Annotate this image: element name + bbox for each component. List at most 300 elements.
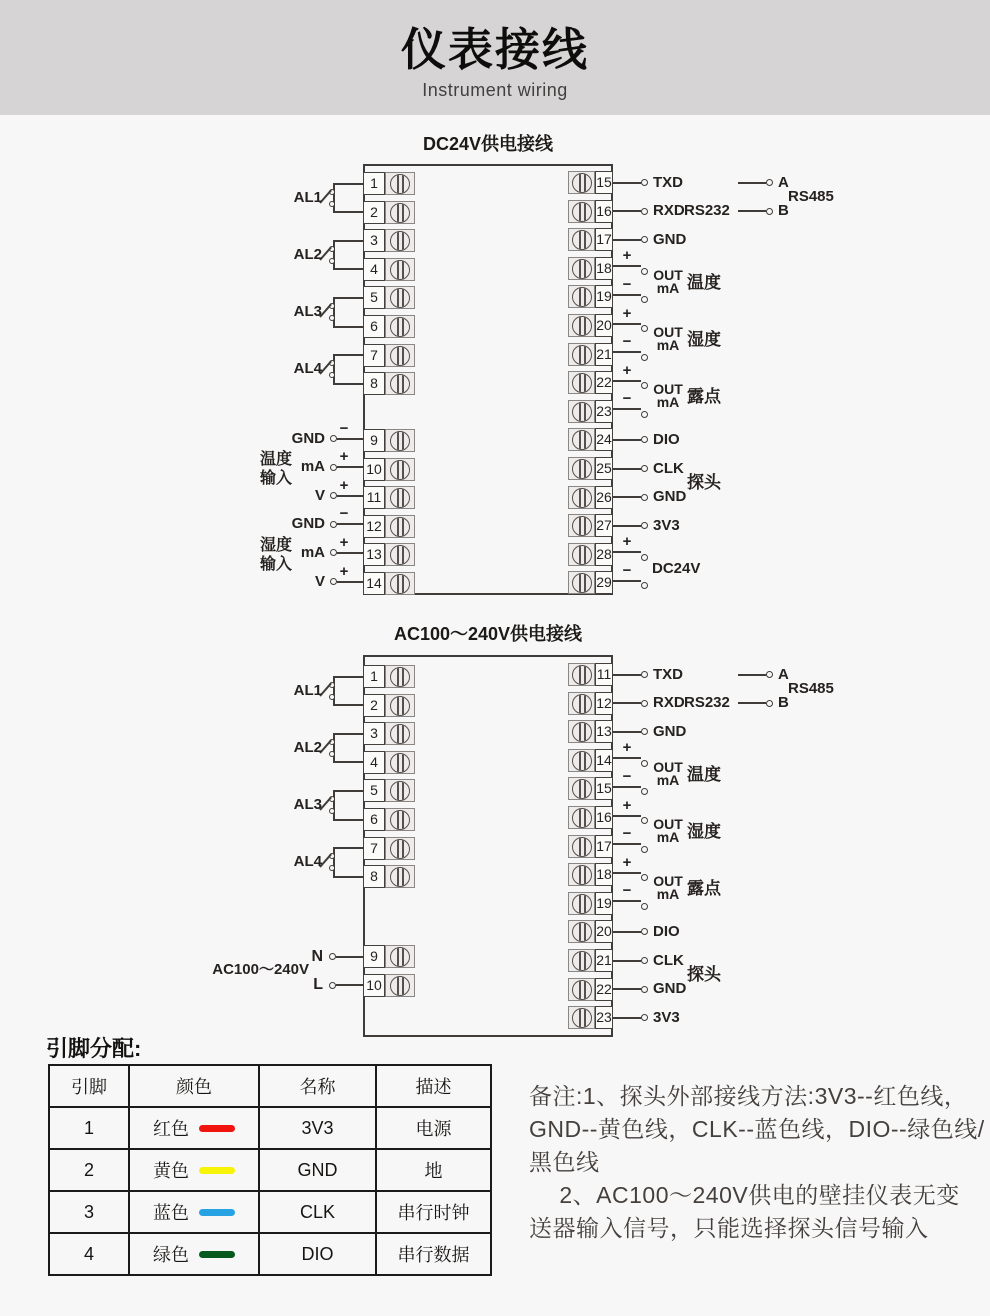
- node-circle: [641, 874, 648, 881]
- polarity-sign: −: [622, 882, 632, 900]
- pin-table-header-row: [49, 1065, 491, 1107]
- power-label: DC24V: [652, 559, 701, 577]
- wire-vertical: [333, 355, 335, 384]
- screw-icon: [390, 810, 410, 830]
- screw-slot: [397, 781, 399, 801]
- terminal-number: 8: [363, 372, 385, 395]
- screw-slot: [579, 459, 581, 479]
- wire: [333, 819, 363, 821]
- color-name: 蓝色: [153, 1203, 189, 1223]
- switch-contact: [329, 201, 335, 207]
- terminal-screw: [385, 945, 415, 968]
- terminal-screw: [385, 974, 415, 997]
- terminal-screw: [568, 371, 595, 394]
- probe-label: 探头: [687, 964, 721, 984]
- terminal-number: 2: [363, 201, 385, 224]
- terminal-screw: [568, 720, 595, 743]
- alarm-label: AL2: [293, 246, 322, 263]
- screw-slot: [397, 976, 399, 996]
- terminal-number: 19: [595, 892, 613, 915]
- pin-label: TXD: [653, 173, 683, 191]
- note-line: 备注:1、探头外部接线方法:3V3--红色线，: [529, 1083, 968, 1109]
- note-line: 黑色线: [529, 1149, 600, 1175]
- wire-vertical: [333, 677, 335, 706]
- terminal-screw: [568, 777, 595, 800]
- screw-slot: [579, 951, 581, 971]
- screw-slot: [579, 922, 581, 942]
- color-cell: [129, 1149, 259, 1191]
- terminal-screw: [568, 171, 595, 194]
- alarm-label: AL1: [293, 188, 322, 206]
- terminal-number: 11: [595, 663, 613, 686]
- screw-slot: [397, 488, 399, 508]
- wire: [336, 956, 363, 958]
- terminal-number: 2: [363, 694, 385, 717]
- wire: [613, 351, 641, 353]
- screw-slot: [584, 980, 586, 1000]
- node-circle: [641, 236, 648, 243]
- screw-icon: [390, 488, 410, 508]
- screw-slot: [579, 345, 581, 365]
- rs485-label: RS485: [788, 187, 834, 205]
- col-header-color: 颜色: [129, 1065, 259, 1107]
- screw-slot: [579, 545, 581, 565]
- diagram-dc24v: [0, 130, 990, 620]
- screw-slot: [584, 779, 586, 799]
- screw-slot: [579, 751, 581, 771]
- screw-slot: [579, 259, 581, 279]
- pin-cell: 1: [49, 1107, 129, 1149]
- screw-icon: [572, 402, 592, 422]
- terminal-screw: [568, 1006, 595, 1029]
- node-circle: [329, 953, 336, 960]
- terminal-number: 19: [595, 285, 613, 308]
- screw-slot: [584, 230, 586, 250]
- output-name-label: 露点: [687, 879, 721, 898]
- page-subtitle: Instrument wiring: [422, 80, 568, 100]
- screw-slot: [397, 431, 399, 451]
- wire: [333, 704, 363, 706]
- terminal-number: 22: [595, 978, 613, 1001]
- screw-slot: [584, 345, 586, 365]
- screw-slot: [579, 287, 581, 307]
- terminal-screw: [568, 571, 595, 594]
- terminal-screw: [385, 722, 415, 745]
- screw-icon: [390, 724, 410, 744]
- out-ma-label: [650, 875, 686, 901]
- wire: [613, 182, 641, 184]
- terminal-screw: [568, 806, 595, 829]
- terminal-number: 26: [595, 486, 613, 509]
- terminal-screw: [568, 863, 595, 886]
- node-circle: [641, 986, 648, 993]
- screw-slot: [584, 894, 586, 914]
- output-name-label: 湿度: [687, 329, 721, 349]
- ac-power-label: AC100～240V: [212, 960, 309, 978]
- screw-slot: [397, 517, 399, 537]
- screw-slot: [584, 202, 586, 222]
- screw-slot: [579, 430, 581, 450]
- out-ma-label: [650, 383, 686, 409]
- node-circle: [641, 903, 648, 910]
- pin-label: RXD: [653, 694, 685, 712]
- terminal-screw: [385, 572, 415, 595]
- screw-slot: [579, 402, 581, 422]
- terminal-number: 23: [595, 1006, 613, 1029]
- screw-icon: [390, 947, 410, 967]
- terminal-number: 24: [595, 428, 613, 451]
- wire: [613, 960, 641, 962]
- wire: [613, 988, 641, 990]
- terminal-screw: [568, 200, 595, 223]
- screw-icon: [572, 573, 592, 593]
- node-circle: [766, 208, 773, 215]
- node-circle: [766, 671, 773, 678]
- pin-table-row: [49, 1149, 491, 1191]
- pin-label: 3V3: [653, 516, 680, 534]
- terminal-number: 3: [363, 229, 385, 252]
- terminal-number: 1: [363, 172, 385, 195]
- pin-label: DIO: [653, 430, 680, 448]
- terminal-number: 28: [595, 543, 613, 566]
- pin-label: GND: [653, 980, 687, 998]
- screw-slot: [397, 753, 399, 773]
- screw-slot: [402, 231, 404, 251]
- screw-icon: [390, 317, 410, 337]
- screw-slot: [397, 545, 399, 565]
- signal-name-cell: 3V3: [259, 1107, 376, 1149]
- screw-slot: [584, 488, 586, 508]
- terminal-screw: [385, 458, 415, 481]
- wire: [613, 731, 641, 733]
- screw-slot: [397, 724, 399, 744]
- wire: [613, 265, 641, 267]
- pin-label: GND: [653, 722, 687, 740]
- terminal-number: 15: [595, 777, 613, 800]
- screw-icon: [390, 781, 410, 801]
- alarm-label: AL3: [293, 796, 322, 814]
- note-line: 2、AC100～240V供电的壁挂仪表无变: [529, 1182, 960, 1208]
- screw-slot: [579, 373, 581, 393]
- screw-icon: [572, 316, 592, 336]
- screw-slot: [579, 779, 581, 799]
- terminal-screw: [568, 428, 595, 451]
- terminal-screw: [385, 258, 415, 281]
- screw-slot: [579, 808, 581, 828]
- alarm-label: AL3: [293, 303, 322, 321]
- pin-label: GND: [653, 488, 687, 506]
- wire: [738, 674, 766, 676]
- switch-contact: [329, 372, 335, 378]
- color-name: 红色: [153, 1119, 189, 1139]
- probe-label: 探头: [687, 472, 721, 492]
- wire: [613, 496, 641, 498]
- polarity-sign: +: [339, 476, 349, 494]
- screw-slot: [397, 839, 399, 859]
- screw-slot: [579, 665, 581, 685]
- terminal-screw: [385, 315, 415, 338]
- wire-vertical: [333, 734, 335, 763]
- wire-vertical: [333, 298, 335, 327]
- pin-label: DIO: [653, 922, 680, 940]
- pin-cell: 2: [49, 1149, 129, 1191]
- terminal-screw: [568, 978, 595, 1001]
- pin-cell: 4: [49, 1233, 129, 1275]
- screw-icon: [572, 779, 592, 799]
- rs485-a-label: A: [778, 665, 789, 683]
- screw-slot: [397, 574, 399, 594]
- terminal-screw: [568, 228, 595, 251]
- terminal-number: 5: [363, 779, 385, 802]
- ma-line: mA: [656, 771, 680, 788]
- terminal-number: 5: [363, 286, 385, 309]
- screw-slot: [584, 316, 586, 336]
- wire: [613, 210, 641, 212]
- desc-cell: 电源: [376, 1107, 491, 1149]
- polarity-sign: −: [339, 419, 349, 437]
- node-circle: [641, 817, 648, 824]
- screw-slot: [584, 573, 586, 593]
- screw-slot: [579, 202, 581, 222]
- screw-slot: [402, 753, 404, 773]
- screw-icon: [390, 696, 410, 716]
- color-cell: [129, 1191, 259, 1233]
- screw-slot: [584, 545, 586, 565]
- terminal-number: 7: [363, 344, 385, 367]
- wire-vertical: [333, 791, 335, 820]
- terminal-number: 6: [363, 808, 385, 831]
- terminal-number: 8: [363, 865, 385, 888]
- wire: [738, 702, 766, 704]
- screw-icon: [572, 751, 592, 771]
- terminal-number: 17: [595, 835, 613, 858]
- screw-slot: [397, 460, 399, 480]
- screw-slot: [584, 751, 586, 771]
- terminal-number: 14: [595, 749, 613, 772]
- screw-slot: [584, 837, 586, 857]
- rs232-label: RS232: [684, 694, 730, 712]
- wire: [333, 326, 363, 328]
- out-ma-label: [650, 266, 686, 296]
- polarity-sign: +: [622, 361, 632, 379]
- screw-icon: [390, 667, 410, 687]
- note-line: GND--黄色线，CLK--蓝色线，DIO--绿色线/: [529, 1116, 985, 1142]
- screw-icon: [572, 808, 592, 828]
- screw-slot: [402, 947, 404, 967]
- polarity-sign: −: [622, 561, 632, 579]
- node-circle: [641, 788, 648, 795]
- wire: [613, 580, 641, 582]
- screw-slot: [579, 488, 581, 508]
- wire: [333, 240, 363, 242]
- input-group-line: 温度: [259, 451, 292, 469]
- terminal-screw: [385, 372, 415, 395]
- screw-slot: [397, 346, 399, 366]
- screw-icon: [390, 260, 410, 280]
- screw-icon: [572, 980, 592, 1000]
- wire: [337, 438, 363, 440]
- terminal-number: 18: [595, 257, 613, 280]
- wire: [613, 674, 641, 676]
- node-circle: [641, 325, 648, 332]
- node-circle: [641, 1014, 648, 1021]
- terminal-number: 17: [595, 228, 613, 251]
- screw-slot: [584, 1008, 586, 1028]
- screw-icon: [572, 665, 592, 685]
- ma-line: mA: [656, 279, 680, 296]
- screw-icon: [572, 722, 592, 742]
- screw-slot: [397, 317, 399, 337]
- terminal-number: 3: [363, 722, 385, 745]
- screw-icon: [572, 259, 592, 279]
- wire: [337, 495, 363, 497]
- terminal-screw: [385, 201, 415, 224]
- screw-icon: [390, 545, 410, 565]
- terminal-screw: [385, 344, 415, 367]
- node-circle: [641, 179, 648, 186]
- color-name: 绿色: [153, 1245, 189, 1265]
- screw-icon: [390, 460, 410, 480]
- terminal-number: 13: [595, 720, 613, 743]
- wire-color-swatch: [199, 1251, 235, 1258]
- wire: [613, 843, 641, 845]
- screw-icon: [390, 867, 410, 887]
- wire-vertical: [333, 184, 335, 213]
- node-circle: [641, 957, 648, 964]
- rs485-label: RS485: [788, 679, 834, 697]
- page-header: [0, 0, 990, 115]
- screw-slot: [579, 894, 581, 914]
- polarity-sign: +: [622, 739, 632, 757]
- input-group-label: [251, 450, 301, 488]
- screw-slot: [402, 460, 404, 480]
- screw-slot: [402, 488, 404, 508]
- screw-slot: [579, 573, 581, 593]
- signal-name-label: mA: [300, 458, 325, 476]
- wire: [613, 757, 641, 759]
- terminal-number: 12: [363, 515, 385, 538]
- terminal-screw: [568, 285, 595, 308]
- desc-cell: 串行数据: [376, 1233, 491, 1275]
- screw-slot: [402, 574, 404, 594]
- screw-icon: [572, 837, 592, 857]
- terminal-number: 6: [363, 315, 385, 338]
- screw-slot: [402, 867, 404, 887]
- node-circle: [641, 554, 648, 561]
- node-circle: [641, 296, 648, 303]
- wire: [613, 551, 641, 553]
- wire: [333, 211, 363, 213]
- screw-icon: [390, 346, 410, 366]
- polarity-sign: −: [622, 825, 632, 843]
- screw-slot: [579, 230, 581, 250]
- screw-slot: [584, 951, 586, 971]
- wire: [613, 900, 641, 902]
- screw-icon: [390, 203, 410, 223]
- terminal-number: 13: [363, 543, 385, 566]
- screw-icon: [572, 287, 592, 307]
- polarity-sign: +: [339, 448, 349, 466]
- screw-icon: [390, 976, 410, 996]
- screw-slot: [584, 430, 586, 450]
- ma-line: mA: [656, 394, 680, 410]
- screw-slot: [397, 260, 399, 280]
- wire: [613, 815, 641, 817]
- diagram-title: DC24V供电接线: [422, 134, 554, 154]
- out-line: OUT: [653, 381, 683, 397]
- node-circle: [641, 760, 648, 767]
- wire: [333, 383, 363, 385]
- screw-slot: [579, 516, 581, 536]
- polarity-sign: +: [622, 796, 632, 814]
- wire: [337, 581, 363, 583]
- screw-icon: [572, 373, 592, 393]
- output-name-label: 露点: [687, 387, 721, 406]
- screw-slot: [584, 402, 586, 422]
- polarity-sign: +: [339, 533, 349, 551]
- terminal-screw: [568, 314, 595, 337]
- switch-contact: [329, 808, 335, 814]
- node-circle: [766, 179, 773, 186]
- polarity-sign: +: [622, 533, 632, 551]
- screw-slot: [397, 203, 399, 223]
- screw-icon: [572, 202, 592, 222]
- screw-icon: [572, 488, 592, 508]
- wire-color-swatch: [199, 1167, 235, 1174]
- out-ma-label: [650, 323, 686, 353]
- col-header-name: 名称: [259, 1065, 376, 1107]
- screw-slot: [402, 288, 404, 308]
- switch-contact: [329, 694, 335, 700]
- terminal-screw: [385, 286, 415, 309]
- signal-name-label: GND: [291, 515, 325, 533]
- screw-slot: [402, 260, 404, 280]
- terminal-screw: [385, 486, 415, 509]
- polarity-sign: −: [622, 275, 632, 293]
- color-cell: [129, 1107, 259, 1149]
- alarm-label: AL4: [293, 853, 322, 871]
- screw-slot: [579, 1008, 581, 1028]
- screw-icon: [572, 894, 592, 914]
- terminal-number: 7: [363, 837, 385, 860]
- ma-line: mA: [656, 828, 680, 845]
- wire-color-swatch: [199, 1125, 235, 1132]
- polarity-sign: −: [622, 767, 632, 785]
- line-name-label: N: [311, 947, 323, 965]
- wire: [333, 876, 363, 878]
- terminal-number: 10: [363, 458, 385, 481]
- screw-slot: [397, 810, 399, 830]
- screw-slot: [402, 724, 404, 744]
- node-circle: [641, 411, 648, 418]
- input-group-line: 湿度: [259, 536, 292, 554]
- screw-slot: [402, 839, 404, 859]
- wire: [613, 786, 641, 788]
- desc-cell: 串行时钟: [376, 1191, 491, 1233]
- screw-slot: [584, 287, 586, 307]
- terminal-screw: [568, 749, 595, 772]
- terminal-screw: [568, 257, 595, 280]
- terminal-number: 4: [363, 258, 385, 281]
- screw-slot: [579, 865, 581, 885]
- terminal-number: 10: [363, 974, 385, 997]
- terminal-number: 20: [595, 920, 613, 943]
- screw-slot: [397, 696, 399, 716]
- screw-icon: [572, 516, 592, 536]
- node-circle: [766, 700, 773, 707]
- wire: [336, 984, 363, 986]
- color-name: 黄色: [153, 1161, 189, 1181]
